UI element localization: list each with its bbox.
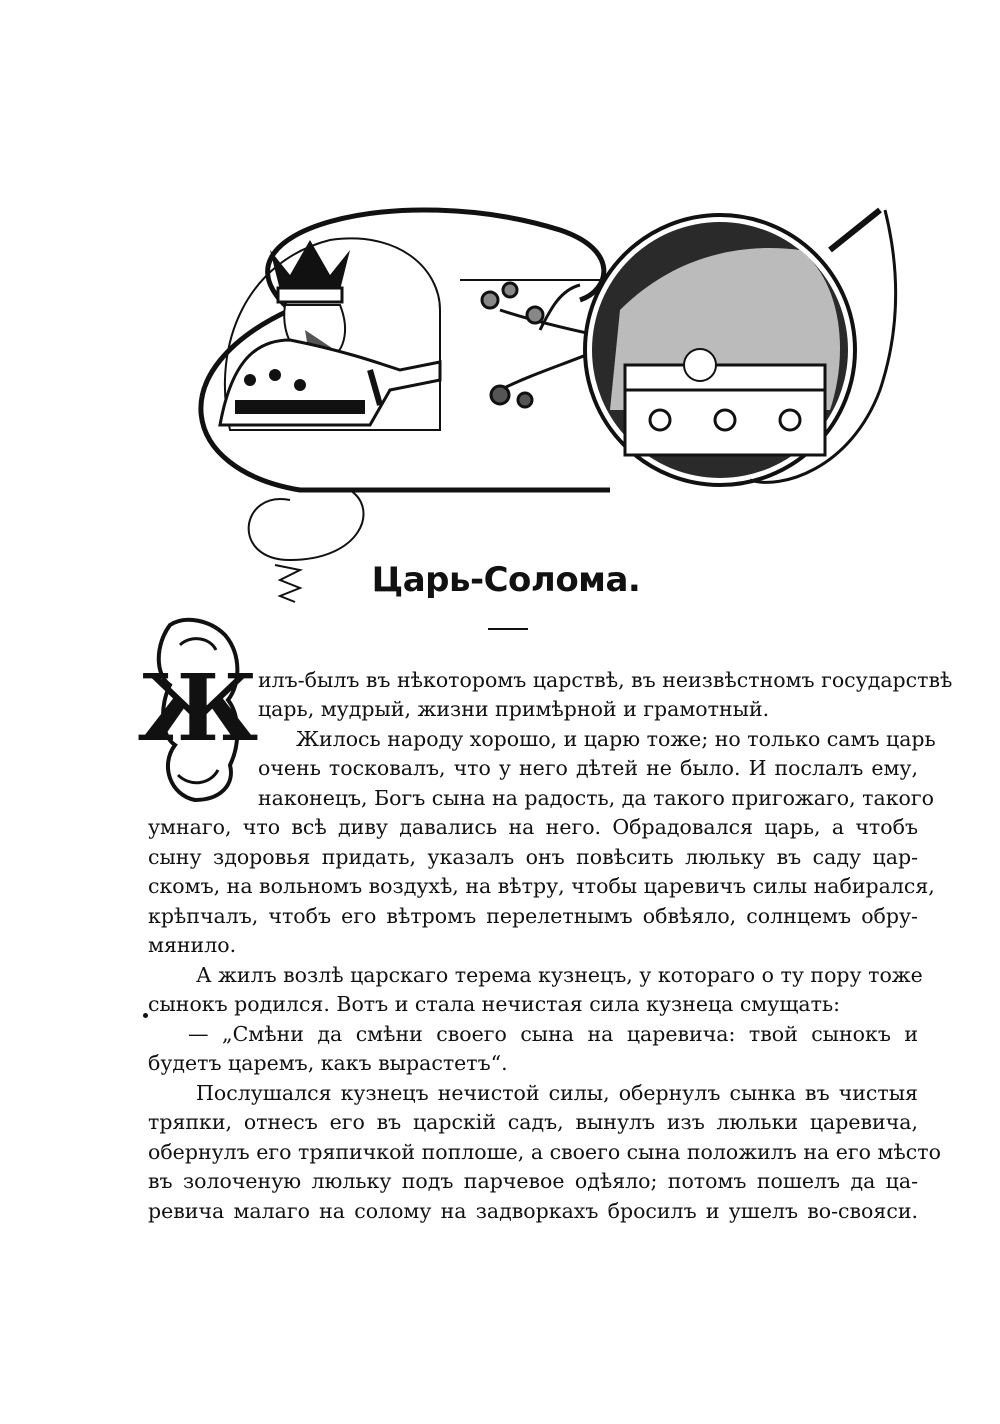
text-line-18: въ золоченую люльку подъ парчевое одѣяло; потомъ пошелъ да ца- xyxy=(148,1169,918,1193)
text-line-8: скомъ, на вольномъ воздухѣ, на вѣтру, чтобы царевичъ силы набирался, xyxy=(148,874,935,898)
text-line-19: ревича малаго на солому на задворкахъ бросилъ и ушелъ во-свояси. xyxy=(148,1199,918,1223)
text-line-5: наконецъ, Богъ сына на радость, да такого пригожаго, такого xyxy=(258,786,934,810)
text-line-12: сынокъ родился. Вотъ и стала нечистая сила кузнеца смущать: xyxy=(148,992,841,1016)
text-line-3: Жилось народу хорошо, и царю тоже; но только самъ царь xyxy=(296,727,936,751)
flourish-scribble xyxy=(249,490,364,560)
text-line-11: А жилъ возлѣ царскаго терема кузнецъ, у котораго о ту пору тоже xyxy=(196,963,923,987)
text-line-4: очень тосковалъ, что у него дѣтей не было. И послалъ ему, xyxy=(258,756,918,780)
text-line-14: будетъ царемъ, какъ вырастетъ“. xyxy=(148,1051,508,1075)
text-line-16: тряпки, отнесъ его въ царскій садъ, вынулъ изъ люльки царевича, xyxy=(148,1110,918,1134)
cradle xyxy=(625,349,825,455)
text-line-2: царь, мудрый, жизни примѣрной и грамотный. xyxy=(258,697,770,721)
text-line-6: умнаго, что всѣ диву давались на него. Обрадовался царь, а чтобъ xyxy=(148,815,918,839)
story-title: Царь-Солома. xyxy=(371,560,641,600)
text-line-10: мянило. xyxy=(148,933,237,957)
dropcap-letter: Ж xyxy=(137,654,259,762)
title-rule xyxy=(488,628,528,630)
text-line-17: обернулъ его тряпичкой поплоше, а своего сына положилъ на его мѣсто xyxy=(148,1140,941,1164)
text-line-15: Послушался кузнецъ нечистой силы, обернулъ сынка въ чистыя xyxy=(196,1081,918,1105)
text-line-9: крѣпчалъ, чтобъ его вѣтромъ перелетнымъ обвѣяло, солнцемъ обру- xyxy=(148,904,918,928)
text-line-1: илъ-былъ въ нѣкоторомъ царствѣ, въ неизвѣстномъ государствѣ xyxy=(258,668,953,692)
rope-pole xyxy=(830,210,880,250)
text-line-7: сыну здоровья придать, указалъ онъ повѣсить люльку въ саду цар- xyxy=(148,845,918,869)
dropcap-initial xyxy=(137,615,259,805)
text-line-13: — „Смѣни да смѣни своего сына на царевича: твой сынокъ и xyxy=(188,1022,918,1046)
